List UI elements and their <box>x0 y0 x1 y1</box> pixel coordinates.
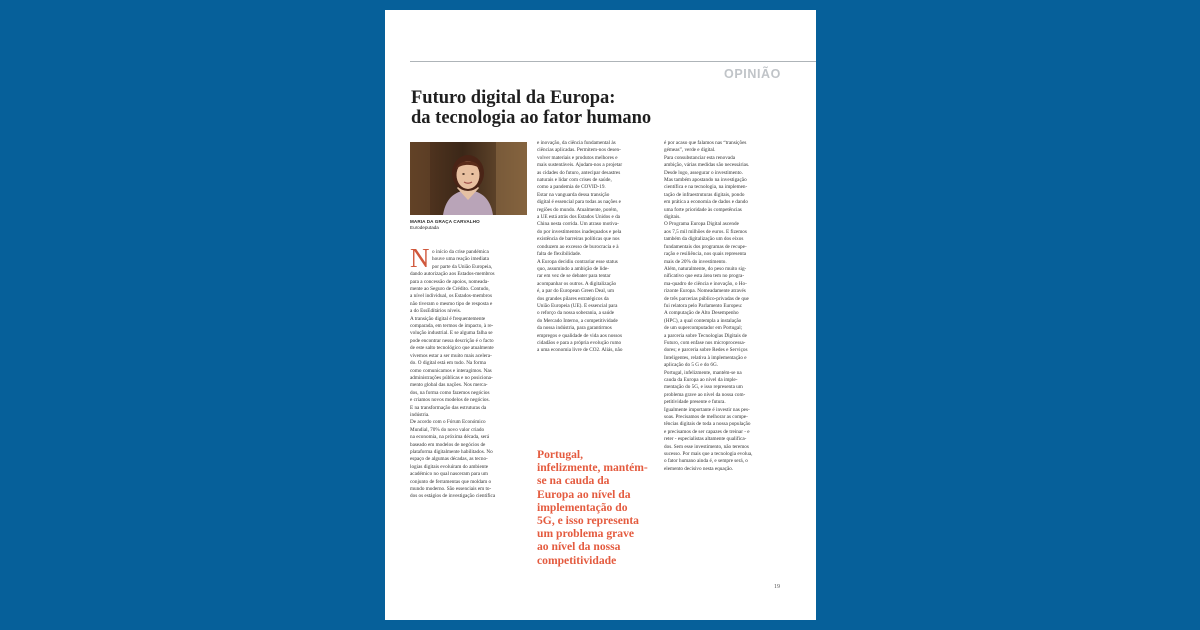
text-line: dos grandes pilares estratégicos da <box>537 295 609 302</box>
author-role: Eurodeputada <box>410 225 439 230</box>
text-line: tação de infraestruturas digitais, pondo <box>664 191 745 198</box>
author-photo <box>410 142 527 215</box>
text-line: digitais. <box>664 214 681 221</box>
text-line: (HPC), a qual contempla a instalação <box>664 317 742 324</box>
text-line: também da digitalização um dos eixos <box>664 236 744 243</box>
text-line: A transição digital é frequentemente <box>410 315 486 322</box>
text-line: conduzem ao excesso de burocracia e à <box>537 243 619 250</box>
text-line: baseado em modelos de negócios de <box>410 441 486 448</box>
text-line: mento global das nações. Nos merca- <box>410 382 488 389</box>
text-line: uma forte prioridade às competências <box>664 206 742 213</box>
text-line: A computação de Alto Desempenho <box>664 310 739 317</box>
text-line: na economia, na próxima década, será <box>410 434 490 441</box>
header-rule <box>410 61 816 62</box>
text-line: O Programa Europa Digital ascende <box>664 221 739 228</box>
text-line: tências digitais de toda a nossa população <box>664 421 751 428</box>
text-line: administrações públicas e no posiciona- <box>410 374 493 381</box>
text-line: Futuro, com enfase nos microprocessa- <box>664 339 746 346</box>
text-line: plataforma digitalmente habilitados. No <box>410 448 493 455</box>
text-line: Portugal, <box>537 448 584 461</box>
text-line: o fator humano ainda é, e sempre será, o <box>664 458 748 465</box>
text-line: quo, assumindo a ambição de lide- <box>537 265 610 272</box>
text-line: Inteligentes, relativa à implementação e <box>664 354 747 361</box>
text-line: Desde logo, assegurar o investimento. <box>664 169 743 176</box>
text-line: a UE está atrás dos Estados Unidos e da <box>537 214 620 221</box>
text-line: nificativo que esta área tem no progra- <box>664 273 745 280</box>
text-line: ma-quadro de ciência e inovação, o Ho- <box>664 280 747 287</box>
text-line: E na transformação das estruturas da <box>410 404 487 411</box>
text-line: a do EssEdítários níveis. <box>410 308 462 315</box>
text-line: houve uma reação imediata <box>432 256 489 263</box>
text-line: cauda da Europa ao nível da imple- <box>664 377 738 383</box>
text-line: pode encontrar nessa descrição é o facto <box>410 337 494 344</box>
text-line: a nível individual, os Estados-membros <box>410 293 492 300</box>
drop-cap: N <box>410 243 430 273</box>
text-line: elemento decisivo nesta equação. <box>664 465 734 472</box>
text-line: mais de 20% do investimento. <box>664 258 727 265</box>
text-line: Para consubstanciar esta renovada <box>664 154 736 161</box>
text-line: gémeas”, verde e digital. <box>664 147 716 154</box>
text-line: fundamentais dos programas de recupe- <box>664 243 747 250</box>
text-line: académico no qual nasceram para um <box>410 471 488 478</box>
text-line: existência de barreiras políticas que nos <box>537 236 620 243</box>
text-line: dando autorização aos Estados-membros <box>410 271 495 278</box>
text-line: volver materiais e produtos melhores e <box>537 154 618 161</box>
text-line: e criamos novos modelos de negócios. <box>410 397 490 404</box>
text-column-2 <box>537 140 654 355</box>
pull-quote <box>537 448 659 567</box>
text-line: e precisamos de ser capazes de treinar - e <box>664 428 750 435</box>
text-line: 5G, e isso representa <box>537 514 639 528</box>
text-line: como comunicamos e interagimos. Nas <box>410 367 492 374</box>
text-line: do Mercado Interno, a competitividade <box>537 317 618 324</box>
text-line: do por investimentos inadequados e pela <box>537 228 622 235</box>
text-line: implementação do <box>537 500 628 514</box>
text-line: cidadãos e para a própria evolução rumo <box>537 339 622 346</box>
section-label: OPINIÃO <box>724 67 781 81</box>
text-line: como a pandemia de COVID-19. <box>537 184 606 191</box>
text-line: comparada, em termos de impacto, à re- <box>410 323 494 330</box>
text-line: regiões do mundo. Atualmente, porém, <box>537 206 618 213</box>
text-line: mentação do 5G, e isso representa um <box>664 384 743 391</box>
text-line: se na cauda da <box>537 474 610 488</box>
page-number: 19 <box>774 584 780 590</box>
text-line: soas. Precisamos de melhorar as compe- <box>664 414 748 421</box>
text-line: acompanhar os outros. A digitalização <box>537 280 617 287</box>
text-line: China nesta corrida. Um atraso motiva- <box>537 221 619 228</box>
text-line: Mundial, 70% do novo valor criado <box>410 426 485 433</box>
text-line: sucesso. Por mais que a tecnologia evolua, <box>664 451 753 458</box>
text-line: de este salto tecnológico que atualmente <box>410 345 494 352</box>
text-line: problema grave ao nível da nossa com- <box>664 391 746 398</box>
text-line: indústria. <box>410 411 430 418</box>
text-line: petitividade presente e futura. <box>664 399 726 406</box>
text-line: falta de flexibilidade. <box>537 251 582 258</box>
text-line: Além, naturalmente, do peso muito sig- <box>664 265 747 272</box>
text-line: A Europa decidiu contrariar esse status <box>537 258 618 265</box>
text-line: Mas também apostando na investigação <box>664 177 747 184</box>
article-title <box>411 88 711 128</box>
text-line: dos, na forma como fazemos negócios <box>410 389 490 396</box>
text-line: logias digitais evoluíram do ambiente <box>410 463 489 470</box>
text-line: competitividade <box>537 553 617 567</box>
text-line: mente ao Seguro de Crédito. Contudo, <box>410 286 490 293</box>
text-line: mundo moderno. São essenciais em to- <box>410 486 492 492</box>
text-line: União Europeia (UE). É essencial para <box>537 302 618 309</box>
text-line: científica e na tecnologia, na implemen- <box>664 184 748 191</box>
text-line: mais sustentáveis. Ajudam-nos a projetar <box>537 162 623 169</box>
text-line: e inovação, da ciência fundamental às <box>537 140 616 146</box>
text-line: é por acaso que falamos nas “transições <box>664 140 747 146</box>
text-line: ciências aplicadas. Permitem-nos desen- <box>537 147 621 154</box>
text-line: aos 7,5 mil milhões de euros. E fizemos <box>664 228 747 235</box>
text-line: por parte da União Europeia, <box>432 263 493 270</box>
text-line: dos os estágios de investigação científica <box>410 493 496 500</box>
text-line: o início da crise pandémica <box>432 249 489 255</box>
text-line: rar em vez de se debater para tentar <box>537 273 611 280</box>
text-line: do. O digital está em tudo. Na forma <box>410 360 486 367</box>
text-line: a parceria sobre Tecnologias Digitais de <box>664 332 747 339</box>
text-line: reter - especialistas altamente qualifica- <box>664 436 747 443</box>
text-line: fui relatora pelo Parlamento Europeu: <box>664 302 743 309</box>
text-line: as cidades do futuro, antecipar desastres <box>537 169 621 176</box>
text-line: Portugal, infelizmente, mantém-se na <box>664 369 742 376</box>
text-line: conjunto de ferramentas que moldam o <box>410 478 492 485</box>
text-line: Igualmente importante é investir nas pes- <box>664 406 750 413</box>
text-line: em prática a economia de dados e dando <box>664 199 748 206</box>
title-line: da tecnologia ao fator humano <box>411 108 652 128</box>
text-line: vivemos estar a ser muito mais acelera- <box>410 352 492 359</box>
text-line: da nossa indústria, para garantirmos <box>537 325 612 332</box>
text-line: Estar na vanguarda dessa transição <box>537 191 610 198</box>
text-column-1 <box>410 249 528 501</box>
text-line: naturais e lidar com crises de saúde, <box>537 177 612 184</box>
text-line: a uma economia livre de CO2. Aliás, não <box>537 347 623 354</box>
magazine-page <box>385 10 816 620</box>
text-line: dos. Sem esse investimento, não teremos <box>664 443 749 450</box>
text-line: um problema grave <box>537 527 635 541</box>
text-line: é, a par do European Green Deal, um <box>537 288 615 295</box>
text-line: empregos e qualidade de vida aos nossos <box>537 332 622 339</box>
text-line: de três parcerias público-privadas de que <box>664 295 749 302</box>
text-line: De acordo com o Fórum Económico <box>410 419 486 426</box>
text-line: não tiveram o mesmo tipo de resposta e <box>410 300 493 307</box>
text-line: volução industrial. E se alguma falha se <box>410 330 493 337</box>
text-line: de um supercomputador em Portugal; <box>664 325 743 332</box>
text-line: ração e resiliência, nos quais representa <box>664 251 747 258</box>
text-line: dores; e parceria sobre Redes e Serviços <box>664 347 748 354</box>
text-line: digital é essencial para todas as nações e <box>537 199 621 206</box>
text-line: espaço de algumas décadas, as tecno- <box>410 456 488 463</box>
text-line: ambição, várias medidas são necessárias. <box>664 162 750 169</box>
text-line: Europa ao nível da <box>537 487 631 501</box>
text-line: rizonte Europa. Nomeadamente através <box>664 288 746 295</box>
text-line: ao nível da nossa <box>537 540 621 554</box>
text-line: o reforço da nossa soberania, a saúde <box>537 310 615 317</box>
text-column-3 <box>664 140 782 473</box>
title-line: Futuro digital da Europa: <box>411 88 616 108</box>
author-name: MARIA DA GRAÇA CARVALHO <box>410 219 480 224</box>
text-line: aplicação do 5 G e do 6G. <box>664 362 719 369</box>
text-line: infelizmente, mantém- <box>537 461 648 475</box>
text-line: para a concessão de apoios, nomeada- <box>410 278 489 285</box>
